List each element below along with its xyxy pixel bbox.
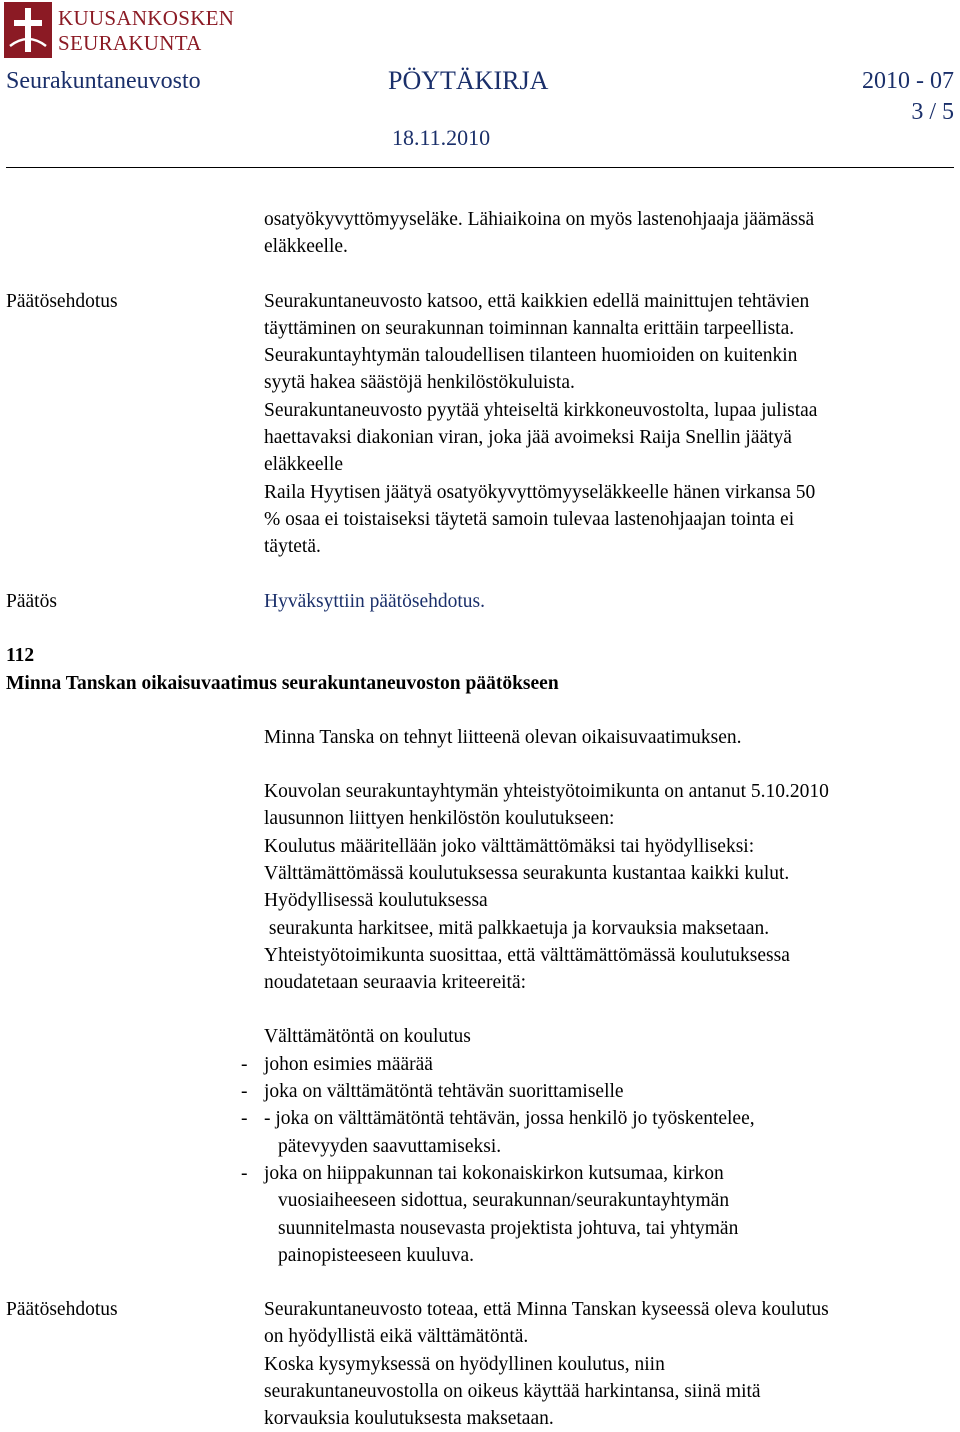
proposal-line: seurakuntaneuvostolla on oikeus käyttää harkintansa, siinä mitä (264, 1381, 761, 1402)
logo-text (58, 6, 234, 56)
statement-line: Hyödyllisessä koulutuksessa (264, 890, 488, 911)
statement-line: Välttämättömässä koulutuksessa seurakunta kustantaa kaikki kulut. (264, 863, 790, 884)
proposal-line: Seurakuntaneuvosto pyytää yhteiseltä kirkkoneuvostolta, lupaa julistaa (264, 400, 818, 421)
section-title: Minna Tanskan oikaisuvaatimus seurakuntaneuvoston päätökseen (6, 673, 559, 694)
bullet-dash: - (241, 1163, 248, 1184)
header-number: 2010 - 07 (862, 68, 954, 94)
bullet-line: joka on hiippakunnan tai kokonaiskirkon kutsumaa, kirkon (264, 1163, 724, 1184)
criteria-title: Välttämätöntä on koulutus (264, 1026, 471, 1047)
proposal-line: eläkkeelle (264, 454, 344, 475)
proposal-line: Raila Hyytisen jäätyä osatyökyvyttömyyseläkkeelle hänen virkansa 50 (264, 482, 816, 503)
cross-logo-icon (4, 2, 52, 58)
proposal-line: täytetä. (264, 536, 321, 557)
logo-line-1: KUUSANKOSKEN (58, 6, 235, 30)
meeting-date: 18.11.2010 (392, 125, 491, 150)
proposal-line: Koska kysymyksessä on hyödyllinen koulutus, niin (264, 1354, 665, 1375)
header-organ: Seurakuntaneuvosto (6, 68, 201, 94)
statement-line: noudatetaan seuraavia kriteereitä: (264, 972, 527, 993)
statement-line: Koulutus määritellään joko välttämättömäksi tai hyödylliseksi: (264, 836, 755, 857)
proposal-line: % osaa ei toistaiseksi täytetä samoin tulevaa lastenohjaajan tointa ei (264, 509, 795, 530)
proposal-line: Seurakuntaneuvosto katsoo, että kaikkien edellä mainittujen tehtävien (264, 291, 810, 312)
intro-line: eläkkeelle. (264, 236, 348, 257)
proposal-line: Seurakuntayhtymän taloudellisen tilanteen huomioiden on kuitenkin (264, 345, 798, 366)
proposal-line: täyttäminen on seurakunnan toiminnan kannalta erittäin tarpeellista. (264, 318, 795, 339)
bullet-line: johon esimies määrää (264, 1054, 433, 1075)
decision-text: Hyväksyttiin päätösehdotus. (264, 591, 485, 612)
bullet-dash: - (241, 1108, 248, 1129)
proposal-line: Seurakuntaneuvosto toteaa, että Minna Tanskan kyseessä oleva koulutus (264, 1299, 829, 1320)
page-number: 3 / 5 (911, 99, 954, 125)
logo-line-2: SEURAKUNTA (58, 31, 202, 55)
bullet-line: painopisteeseen kuuluva. (278, 1245, 475, 1266)
parish-logo (4, 2, 244, 60)
proposal-line: haettavaksi diakonian viran, joka jää avoimeksi Raija Snellin jäätyä (264, 427, 792, 448)
proposal-line: korvauksia koulutuksesta maksetaan. (264, 1408, 554, 1429)
header-doctype: PÖYTÄKIRJA (388, 66, 549, 95)
proposal-line: on hyödyllistä eikä välttämätöntä. (264, 1326, 529, 1347)
bullet-line: joka on välttämätöntä tehtävän suorittamiselle (264, 1081, 624, 1102)
header-rule (6, 167, 954, 168)
statement-line: lausunnon liittyen henkilöstön koulutukseen: (264, 808, 615, 829)
bullet-line: suunnitelmasta nousevasta projektista johtuva, tai yhtymän (278, 1218, 739, 1239)
bullet-line: vuosiaiheeseen sidottua, seurakunnan/seurakuntayhtymän (278, 1190, 730, 1211)
decision-label: Päätös (6, 591, 57, 612)
proposal-label: Päätösehdotus (6, 1299, 118, 1320)
bullet-dash: - (241, 1054, 248, 1075)
proposal-label: Päätösehdotus (6, 291, 118, 312)
proposal-line: syytä hakea säästöjä henkilöstökuluista. (264, 372, 575, 393)
statement-line: Kouvolan seurakuntayhtymän yhteistyötoimikunta on antanut 5.10.2010 (264, 781, 829, 802)
bullet-line: - joka on välttämätöntä tehtävän, jossa henkilö jo työskentelee, (264, 1108, 755, 1129)
paragraph: Minna Tanska on tehnyt liitteenä olevan oikaisuvaatimuksen. (264, 727, 742, 748)
statement-line: Yhteistyötoimikunta suosittaa, että välttämättömässä koulutuksessa (264, 945, 790, 966)
section-number: 112 (6, 645, 35, 666)
bullet-line: pätevyyden saavuttamiseksi. (278, 1136, 502, 1157)
bullet-dash: - (241, 1081, 248, 1102)
intro-line: osatyökyvyttömyyseläke. Lähiaikoina on myös lastenohjaaja jäämässä (264, 209, 815, 230)
statement-line: seurakunta harkitsee, mitä palkkaetuja ja korvauksia maksetaan. (264, 918, 770, 939)
